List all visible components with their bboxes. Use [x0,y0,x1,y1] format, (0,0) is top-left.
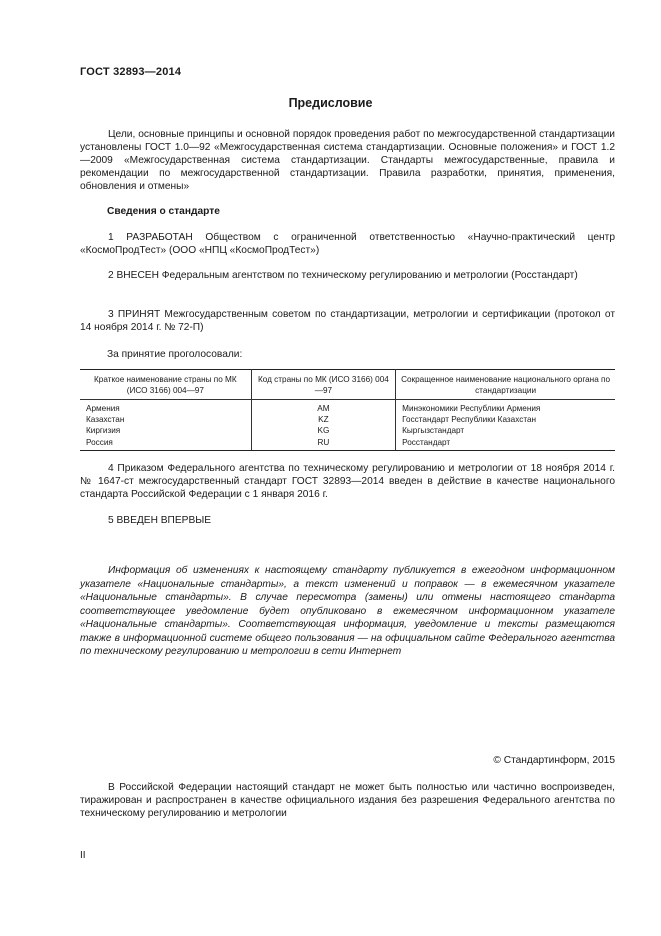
item-first-introduced [80,514,615,527]
item-enacted-text: 4 Приказом Федерального агентства по техническому регулированию и метрологии от 18 ноября 2014 г. № 1647-ст межгосударственный стандарт ГОСТ 32893—2014 введен в действие в качестве национального стандарта Российской Федерации с 1 января 2016 г. [80,463,615,500]
intro-text: Цели, основные принципы и основной порядок проведения работ по межгосударственной стандартизации установлены ГОСТ 1.0—92 «Межгосударственная система стандартизации. Основные положения» и ГОСТ 1.2—2009 «Межгосударственная система стандартизации. Стандарты межгосударственные, правила и рекомендации по межгосударственной стандартизации. Правила разработки, принятия, применения, обновления и отмены» [80,129,615,192]
country-cell: Киргизия [86,426,121,436]
header-body: Сокращенное наименование национального органа по стандартизации [396,370,615,400]
rights-text: В Российской Федерации настоящий стандарт не может быть полностью или частично воспроизведен, тиражирован и распространен в качестве официального издания без разрешения Федерального агентства по техническому регулированию и метрологии [80,782,615,819]
country-cell: Казахстан [86,415,125,425]
intro-paragraph [80,128,615,193]
voted-label: За принятие проголосовали: [107,349,243,360]
table-row [80,400,615,451]
header-code: Код страны по МК (ИСО 3166) 004—97 [251,370,395,400]
code-cell: KZ [318,415,329,425]
rights-paragraph [80,781,615,820]
item-introduced-text: 2 ВНЕСЕН Федеральным агентством по техническому регулированию и метрологии (Росстандарт) [108,270,578,281]
item-introduced [80,269,615,282]
item-enacted [80,462,615,501]
page-title: Предисловие [288,96,373,110]
body-column [396,400,615,451]
info-heading: Сведения о стандарте [107,206,220,217]
body-cell: Госстандарт Республики Казахстан [402,415,537,425]
item-adopted [80,308,615,334]
country-column [80,400,251,451]
item-developed [80,231,615,257]
item-adopted-text: 3 ПРИНЯТ Межгосударственным советом по стандартизации, метрологии и сертификации (протокол от 14 ноября 2014 г. № 72-П) [80,309,615,333]
change-notice [80,564,615,659]
country-cell: Армения [86,404,120,413]
code-cell: KG [317,426,330,436]
table-header-row [80,370,615,400]
copyright-line: © Стандартинформ, 2015 [493,755,615,766]
country-cell: Россия [86,437,113,447]
document-code-header: ГОСТ 32893—2014 [80,66,182,78]
body-cell: Минэкономики Республики Армения [402,404,541,413]
code-cell: AM [317,404,330,413]
voting-table [80,369,615,451]
page-number: II [80,850,86,861]
body-cell: Росстандарт [402,437,451,447]
code-column [251,400,395,451]
item-developed-text: 1 РАЗРАБОТАН Обществом с ограниченной ответственностью «Научно-практический центр «КосмоПродТест» (ООО «НПЦ «КосмоПродТест») [80,232,615,256]
header-country: Краткое наименование страны по МК (ИСО 3166) 004—97 [80,370,251,400]
item-first-introduced-text: 5 ВВЕДЕН ВПЕРВЫЕ [108,515,212,526]
change-notice-text: Информация об изменениях к настоящему стандарту публикуется в ежегодном информационном указателе «Национальные стандарты», а текст изменений и поправок — в ежемесячном указателе «Национальные стандарты». В случае пересмотра (замены) или отмены настоящего стандарта соответствующее уведомление будет опубликовано в ежемесячном информационном указателе «Национальные стандарты». Соответствующая информация, уведомление и тексты размещаются также в информационной системе общего пользования — на официальном сайте Федерального агентства по техническому регулированию и метрологии в сети Интернет [80,565,615,657]
code-cell: RU [317,437,330,447]
body-cell: Кыргызстандарт [402,426,465,436]
